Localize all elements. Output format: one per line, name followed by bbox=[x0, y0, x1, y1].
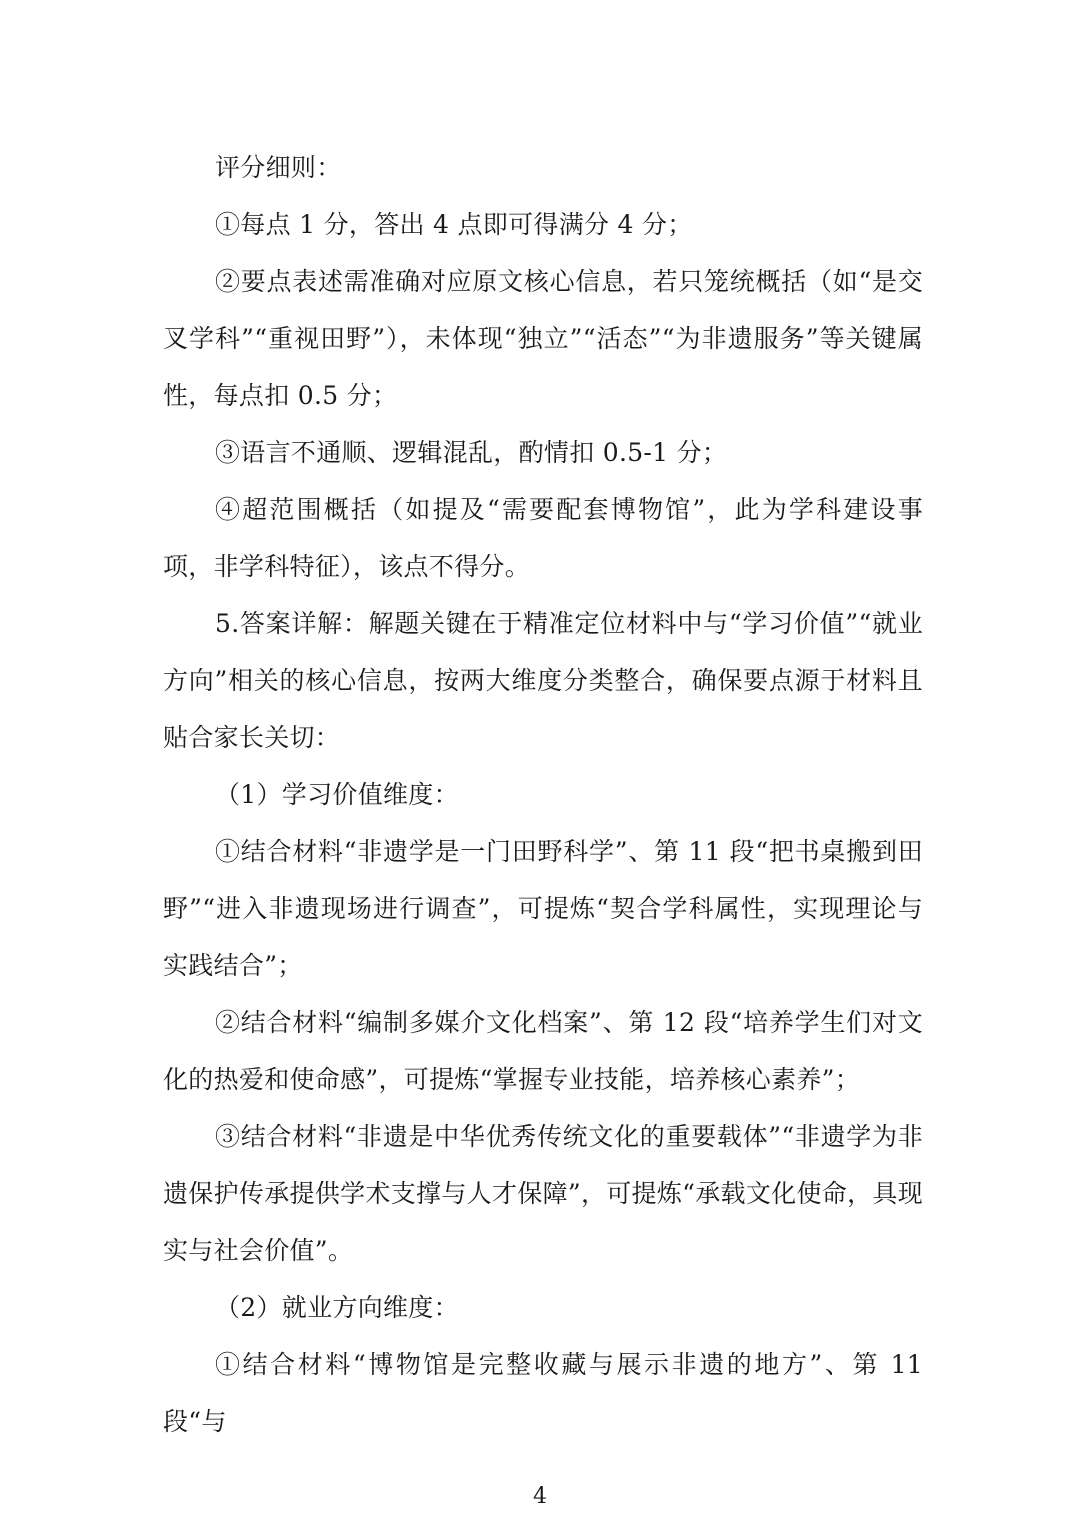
learning-value-item-3: ③结合材料“非遗是中华优秀传统文化的重要载体”“非遗学为非遗保护传承提供学术支撑与人才保障”，可提炼“承载文化使命，具现实与社会价值”。 bbox=[163, 1122, 923, 1265]
section-heading-learning-value: （1）学习价值维度： bbox=[215, 780, 459, 809]
rule-item-3: ③语言不通顺、逻辑混乱，酌情扣 0.5-1 分； bbox=[215, 438, 728, 467]
page-number: 4 bbox=[533, 1484, 547, 1509]
learning-value-item-2: ②结合材料“编制多媒介文化档案”、第 12 段“培养学生们对文化的热爱和使命感”，可提炼“掌握专业技能，培养核心素养”； bbox=[163, 1008, 923, 1094]
scoring-rules-heading: 评分细则： bbox=[215, 153, 342, 182]
rule-item-2: ②要点表述需准确对应原文核心信息，若只笼统概括（如“是交叉学科”“重视田野”），未体现“独立”“活态”“为非遗服务”等关键属性，每点扣 0.5 分； bbox=[163, 267, 923, 410]
body-text bbox=[163, 139, 923, 1450]
section-heading-employment: （2）就业方向维度： bbox=[215, 1293, 459, 1322]
answer-explanation-5: 5.答案详解：解题关键在于精准定位材料中与“学习价值”“就业方向”相关的核心信息，按两大维度分类整合，确保要点源于材料且贴合家长关切： bbox=[163, 609, 923, 752]
rule-item-4: ④超范围概括（如提及“需要配套博物馆”，此为学科建设事项，非学科特征），该点不得分。 bbox=[163, 495, 923, 581]
employment-item-1: ①结合材料“博物馆是完整收藏与展示非遗的地方”、第 11 段“与 bbox=[163, 1350, 923, 1436]
learning-value-item-1: ①结合材料“非遗学是一门田野科学”、第 11 段“把书桌搬到田野”“进入非遗现场进行调查”，可提炼“契合学科属性，实现理论与实践结合”； bbox=[163, 837, 923, 980]
rule-item-1: ①每点 1 分，答出 4 点即可得满分 4 分； bbox=[215, 210, 693, 239]
